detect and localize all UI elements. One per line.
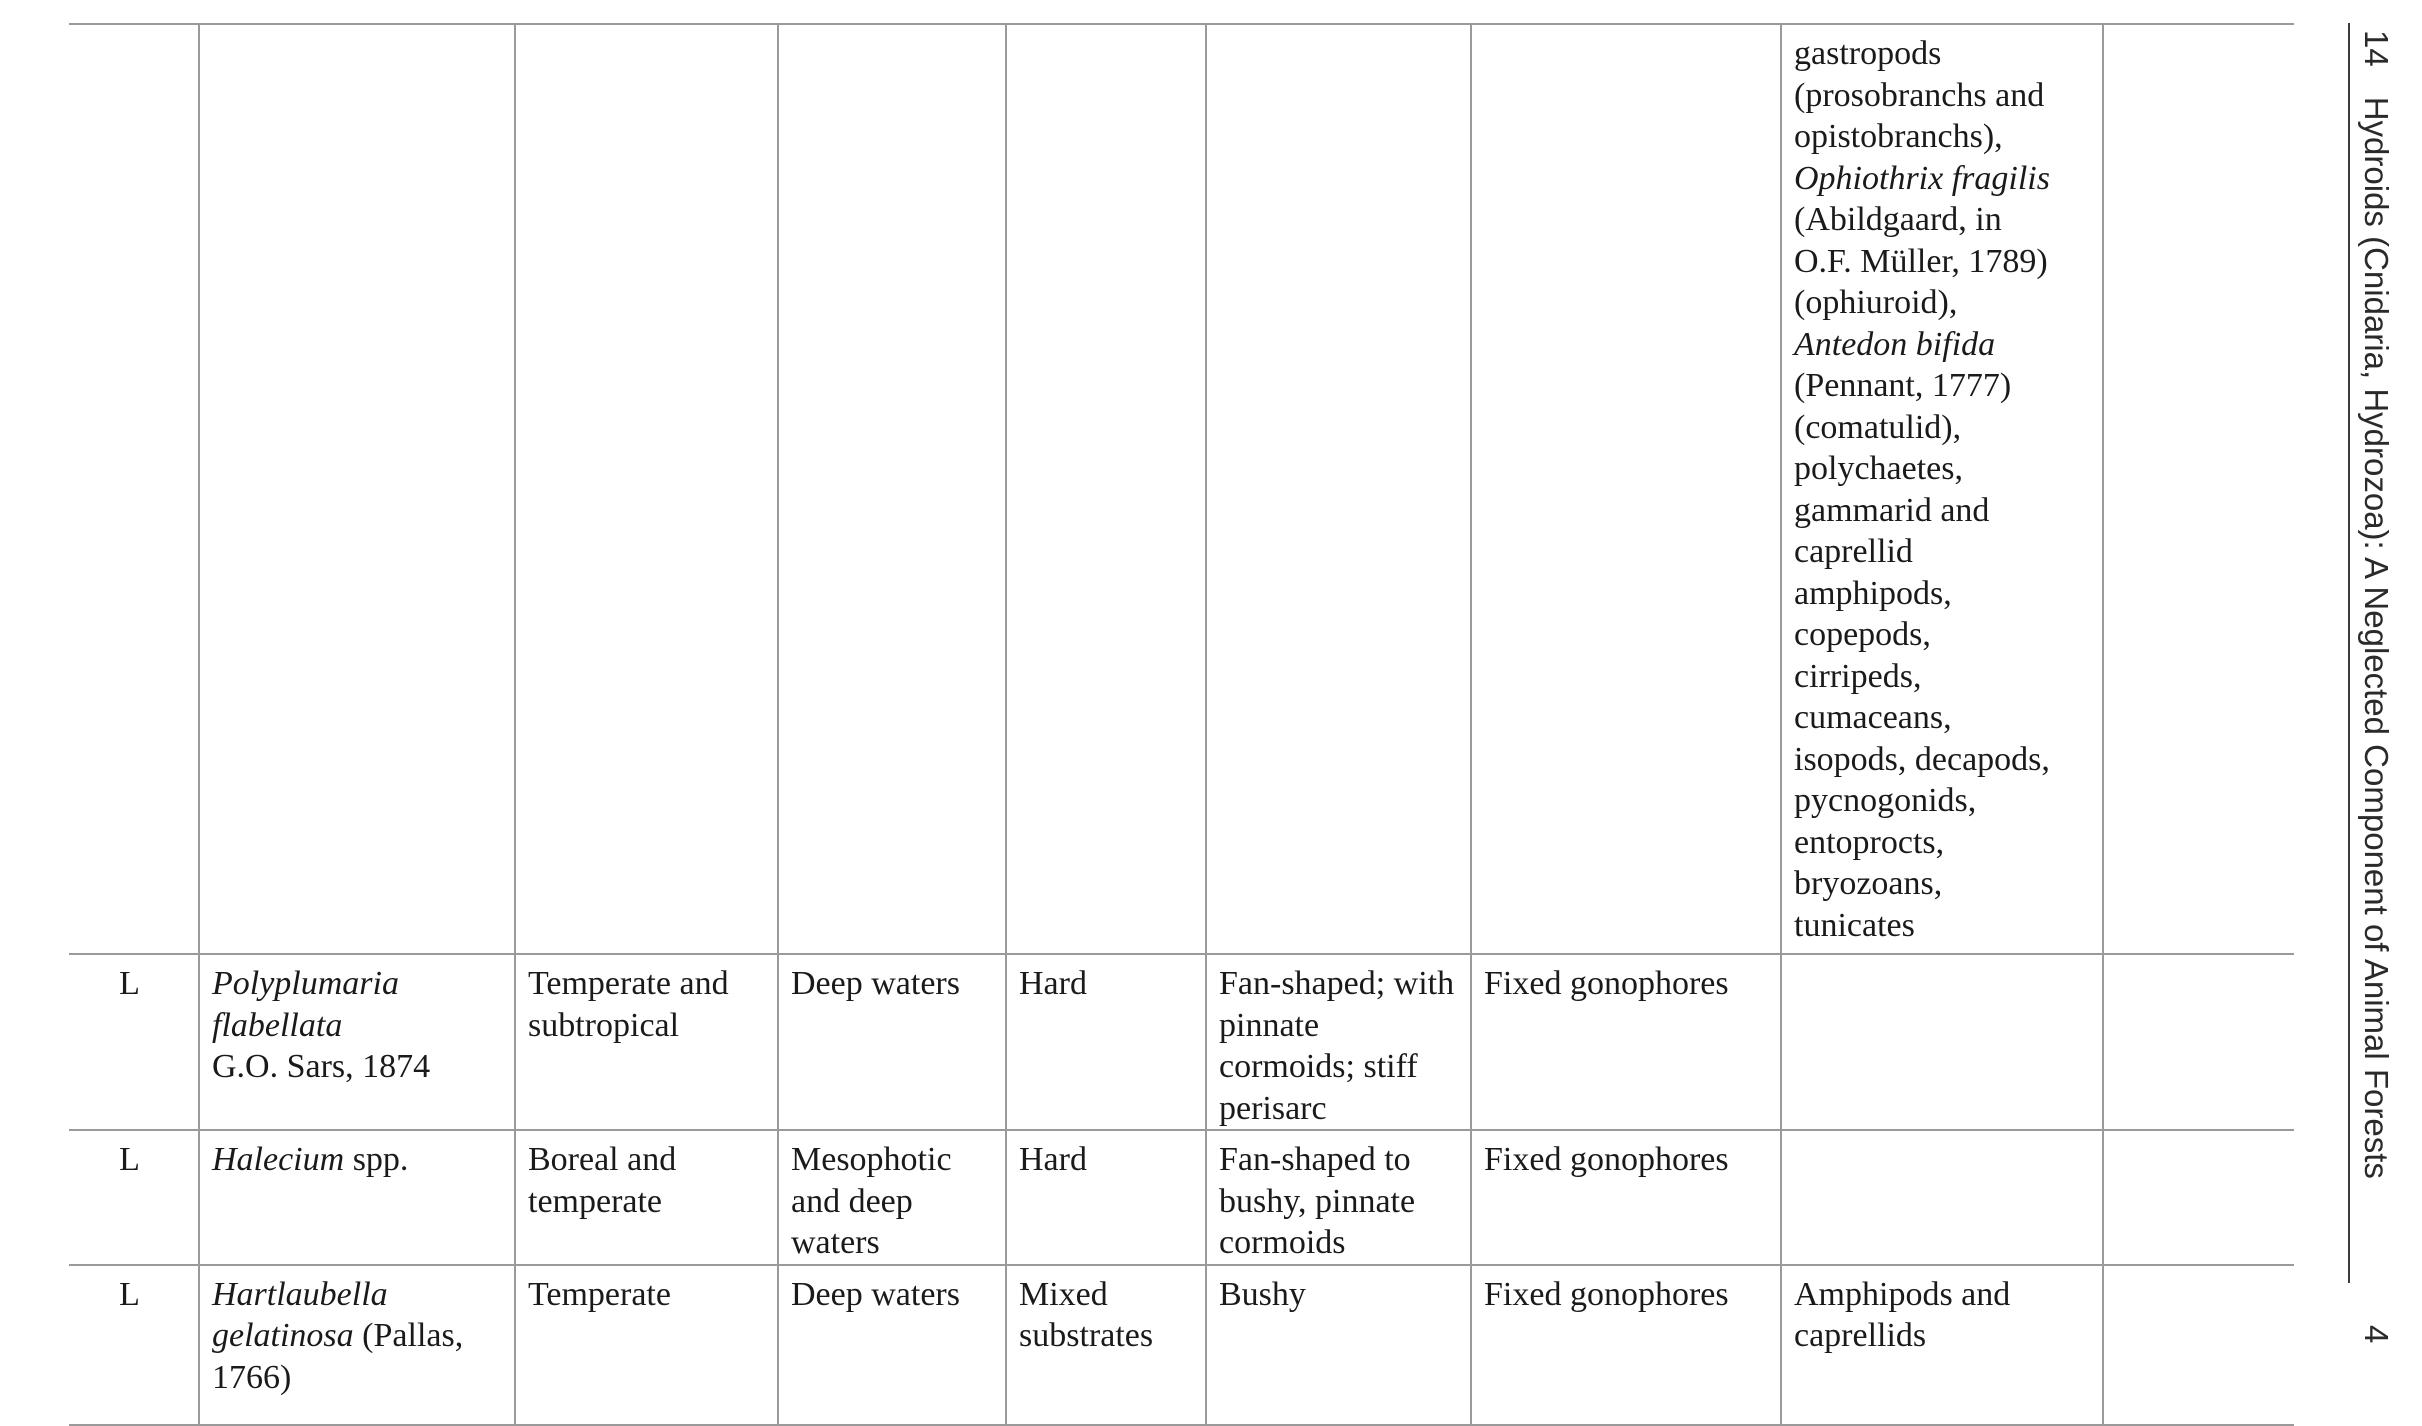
cell-depth: Deep waters <box>778 1265 1006 1425</box>
species-authority: spp. <box>352 1141 409 1178</box>
fauna-line: (Abildgaard, in <box>1794 201 2002 238</box>
species-name: Hartlaubella gelatinosa <box>212 1275 388 1354</box>
fauna-line: entoprocts, <box>1794 823 1945 861</box>
cell-code <box>69 24 199 954</box>
fauna-line: (Pennant, 1777) <box>1794 367 2012 404</box>
cell-colony-shape: Bushy <box>1206 1265 1471 1425</box>
table-row-continued <box>69 24 2294 954</box>
fauna-line: Ophiothrix fragilis <box>1794 159 2050 197</box>
cell-substrate: Hard <box>1006 954 1206 1130</box>
species-name: Halecium <box>212 1141 345 1178</box>
cell-species <box>199 1265 515 1425</box>
cell-reproduction <box>1471 24 1781 954</box>
table-row <box>69 1130 2294 1265</box>
cell-substrate <box>1006 24 1206 954</box>
fauna-line: cirripeds, <box>1794 657 1922 695</box>
cell-associated-fauna <box>1781 24 2103 954</box>
cell-depth: Deep waters <box>778 954 1006 1130</box>
cell-code: L <box>69 954 199 1130</box>
fauna-line: (comatulid), <box>1794 408 1962 446</box>
cell-depth <box>778 24 1006 954</box>
cell-associated-fauna <box>1781 1130 2103 1265</box>
fauna-line: opistobranchs), <box>1794 118 2003 155</box>
fauna-line: pycnogonids, <box>1794 782 1977 819</box>
cell-notes <box>2103 1130 2294 1265</box>
fauna-line: (ophiuroid), <box>1794 284 1958 321</box>
chapter-number: 14 <box>2358 30 2395 67</box>
fauna-line: gammarid and <box>1794 491 1990 529</box>
cell-associated-fauna: Amphipods and caprellids <box>1781 1265 2103 1425</box>
cell-code: L <box>69 1130 199 1265</box>
cell-distribution: Temperate <box>515 1265 778 1425</box>
cell-species <box>199 954 515 1130</box>
cell-substrate: Hard <box>1006 1130 1206 1265</box>
cell-colony-shape <box>1206 24 1471 954</box>
cell-species <box>199 1130 515 1265</box>
cell-reproduction: Fixed gonophores <box>1471 954 1781 1130</box>
species-authority: G.O. Sars, 1874 <box>212 1048 431 1085</box>
species-name: Polyplumaria flabellata <box>212 965 399 1044</box>
fauna-line: caprellid <box>1794 533 1913 570</box>
table-row <box>69 1265 2294 1425</box>
cell-notes <box>2103 1265 2294 1425</box>
fauna-line: gastropods <box>1794 35 1942 72</box>
fauna-line: cumaceans, <box>1794 699 1952 736</box>
cell-distribution: Boreal and temperate <box>515 1130 778 1265</box>
fauna-line: Antedon bifida <box>1794 325 1996 363</box>
fauna-line: bryozoans, <box>1794 865 1943 902</box>
species-table <box>69 23 2294 1426</box>
fauna-line: polychaetes, <box>1794 450 1963 487</box>
cell-associated-fauna <box>1781 954 2103 1130</box>
chapter-title: Hydroids (Cnidaria, Hydrozoa): A Neglected Component of Animal Forests <box>2358 96 2395 1179</box>
cell-distribution <box>515 24 778 954</box>
table-row <box>69 954 2294 1130</box>
cell-reproduction: Fixed gonophores <box>1471 1130 1781 1265</box>
cell-depth: Mesophotic and deep waters <box>778 1130 1006 1265</box>
fauna-line: O.F. Müller, 1789) <box>1794 242 2048 280</box>
fauna-line: amphipods, <box>1794 574 1952 612</box>
cell-reproduction: Fixed gonophores <box>1471 1265 1781 1425</box>
cell-notes <box>2103 24 2294 954</box>
cell-code: L <box>69 1265 199 1425</box>
page-number: 4 <box>2358 1325 2395 1344</box>
species-authority: (Pallas, 1766) <box>212 1317 464 1396</box>
fauna-line: isopods, decapods, <box>1794 740 2050 778</box>
fauna-line: copepods, <box>1794 616 1931 653</box>
cell-distribution: Temperate and subtropical <box>515 954 778 1130</box>
fauna-line: (prosobranchs and <box>1794 76 2045 114</box>
running-head <box>2357 30 2395 1179</box>
cell-notes <box>2103 954 2294 1130</box>
cell-species <box>199 24 515 954</box>
cell-colony-shape: Fan-shaped; with pinnate cormoids; stiff perisarc <box>1206 954 1471 1130</box>
cell-substrate: Mixed substrates <box>1006 1265 1206 1425</box>
fauna-line: tunicates <box>1794 906 1915 944</box>
table-viewport <box>69 23 2294 1396</box>
running-head-rule <box>2348 23 2350 1283</box>
cell-colony-shape: Fan-shaped to bushy, pinnate cormoids <box>1206 1130 1471 1265</box>
